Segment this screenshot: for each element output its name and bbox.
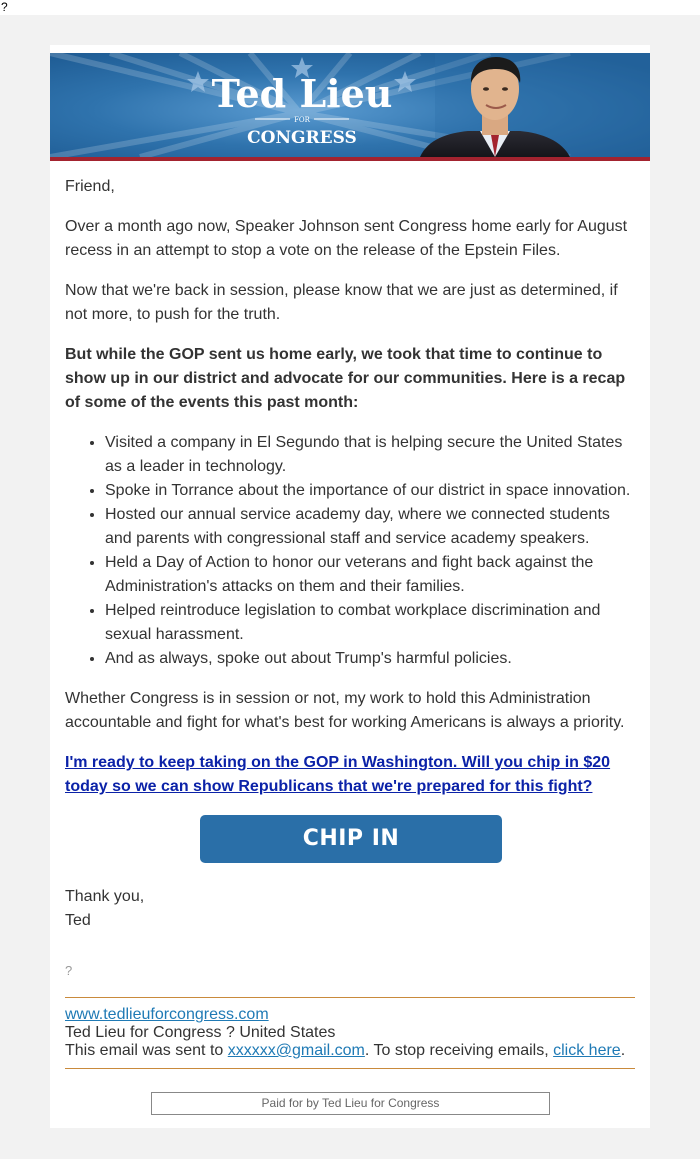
banner-graphic — [50, 53, 650, 161]
list-item: • Hosted our annual service academy day, where we connected students and parents with congressional staff and service academy speakers. — [105, 503, 637, 551]
banner-name: Ted Lieu — [211, 71, 393, 116]
list-item: • And as always, spoke out about Trump's harmful policies. — [105, 647, 637, 671]
email-footer — [65, 997, 635, 1069]
paragraph-priority: Whether Congress is in session or not, my work to hold this Administration accountable and fight for what's best for working Americans is always a priority. — [65, 690, 625, 731]
campaign-banner — [50, 53, 650, 161]
recipient-email-link[interactable]: xxxxxx@gmail.com — [227, 1042, 365, 1059]
greeting: Friend, — [65, 178, 115, 195]
banner-for: FOR — [294, 116, 310, 124]
org-line: Ted Lieu for Congress ? United States — [65, 1024, 336, 1041]
paragraph-session: Now that we're back in session, please know that we are just as determined, if not more, to push for the truth. — [65, 282, 618, 323]
banner-congress: CONGRESS — [247, 128, 357, 148]
list-item: • Held a Day of Action to honor our veterans and fight back against the Administration's attacks on them and their families. — [105, 551, 637, 599]
top-glyph: ? — [1, 0, 8, 14]
list-item: • Visited a company in El Segundo that is helping secure the United States as a leader in technology. — [105, 431, 637, 479]
email-body — [65, 175, 637, 981]
chip-in-button[interactable]: CHIP IN — [200, 815, 502, 863]
signoff — [65, 885, 637, 933]
signoff-thanks: Thank you, — [65, 888, 145, 905]
sent-prefix: This email was sent to — [65, 1042, 228, 1059]
end-period: . — [620, 1042, 626, 1059]
unsubscribe-link[interactable]: click here — [553, 1042, 621, 1059]
website-link[interactable]: www.tedlieuforcongress.com — [65, 1006, 269, 1023]
stray-glyph: ? — [65, 963, 73, 978]
recap-list — [105, 431, 637, 671]
paragraph-recap-intro: But while the GOP sent us home early, we took that time to continue to show up in our district and advocate for our communities. Here is a recap of some of the events this past month: — [65, 346, 626, 411]
chip-in-wrapper — [65, 815, 637, 863]
signoff-name: Ted — [65, 912, 91, 929]
paid-for-disclaimer: Paid for by Ted Lieu for Congress — [151, 1092, 550, 1115]
candidate-photo — [420, 53, 650, 157]
donate-cta-link[interactable]: I'm ready to keep taking on the GOP in Washington. Will you chip in $20 today so we can show Republicans that we're prepared for this fight? — [65, 754, 611, 795]
list-item: • Spoke in Torrance about the importance of our district in space innovation. — [105, 479, 637, 503]
top-strip — [0, 0, 700, 15]
stop-text: . To stop receiving emails, — [364, 1042, 554, 1059]
email-card — [50, 45, 650, 1128]
cta-paragraph — [65, 751, 637, 799]
paragraph-recess: Over a month ago now, Speaker Johnson sent Congress home early for August recess in an attempt to stop a vote on the release of the Epstein Files. — [65, 218, 628, 259]
list-item: • Helped reintroduce legislation to combat workplace discrimination and sexual harassment. — [105, 599, 637, 647]
